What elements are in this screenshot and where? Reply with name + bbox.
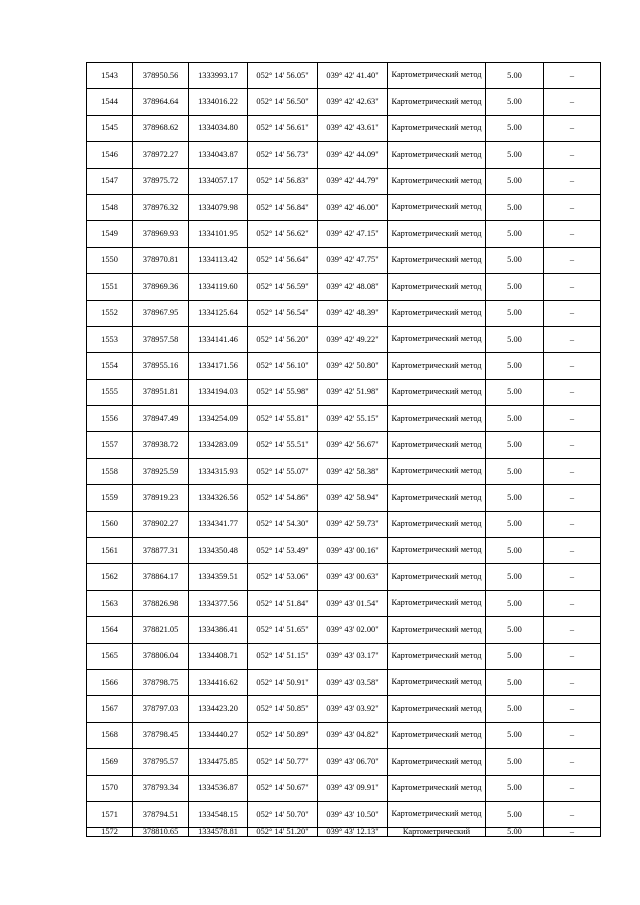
coord-x-cell: 378826.98 <box>133 590 189 616</box>
accuracy-cell: 5.00 <box>486 643 544 669</box>
longitude-cell: 039° 42' 44.79" <box>318 168 388 194</box>
note-cell: – <box>544 432 601 458</box>
method-cell: Картометрический метод <box>388 749 486 775</box>
method-cell: Картометрический метод <box>388 115 486 141</box>
table-row <box>87 458 601 484</box>
table-row <box>87 669 601 695</box>
latitude-cell: 052° 14' 50.67" <box>248 775 318 801</box>
table-row <box>87 326 601 352</box>
coord-x-cell: 378976.32 <box>133 194 189 220</box>
method-cell: Картометрический метод <box>388 511 486 537</box>
point-number-cell: 1550 <box>87 247 133 273</box>
coord-y-cell: 1334475.85 <box>189 749 248 775</box>
note-cell: – <box>544 168 601 194</box>
longitude-cell: 039° 42' 46.00" <box>318 194 388 220</box>
longitude-cell: 039° 42' 44.09" <box>318 142 388 168</box>
coord-x-cell: 378951.81 <box>133 379 189 405</box>
table-row <box>87 485 601 511</box>
longitude-cell: 039° 43' 00.63" <box>318 564 388 590</box>
coord-y-cell: 1334377.56 <box>189 590 248 616</box>
coord-y-cell: 1334326.56 <box>189 485 248 511</box>
latitude-cell: 052° 14' 56.10" <box>248 353 318 379</box>
latitude-cell: 052° 14' 51.65" <box>248 617 318 643</box>
longitude-cell: 039° 42' 55.15" <box>318 406 388 432</box>
longitude-cell: 039° 42' 48.08" <box>318 274 388 300</box>
table-row <box>87 63 601 89</box>
point-number-cell: 1568 <box>87 722 133 748</box>
longitude-cell: 039° 43' 00.16" <box>318 538 388 564</box>
table-row <box>87 379 601 405</box>
accuracy-cell: 5.00 <box>486 828 544 837</box>
point-number-cell: 1556 <box>87 406 133 432</box>
accuracy-cell: 5.00 <box>486 274 544 300</box>
note-cell: – <box>544 115 601 141</box>
table-row <box>87 142 601 168</box>
note-cell: – <box>544 326 601 352</box>
note-cell: – <box>544 538 601 564</box>
point-number-cell: 1544 <box>87 89 133 115</box>
accuracy-cell: 5.00 <box>486 669 544 695</box>
table-row <box>87 406 601 432</box>
coord-x-cell: 378957.58 <box>133 326 189 352</box>
latitude-cell: 052° 14' 55.81" <box>248 406 318 432</box>
table-row <box>87 511 601 537</box>
longitude-cell: 039° 42' 58.94" <box>318 485 388 511</box>
note-cell: – <box>544 775 601 801</box>
coordinates-table <box>86 62 601 837</box>
method-cell: Картометрический <box>388 828 486 837</box>
accuracy-cell: 5.00 <box>486 538 544 564</box>
latitude-cell: 052° 14' 51.15" <box>248 643 318 669</box>
coord-y-cell: 1334408.71 <box>189 643 248 669</box>
point-number-cell: 1572 <box>87 828 133 837</box>
coord-y-cell: 1334079.98 <box>189 194 248 220</box>
coord-y-cell: 1334423.20 <box>189 696 248 722</box>
coord-x-cell: 378964.64 <box>133 89 189 115</box>
method-cell: Картометрический метод <box>388 274 486 300</box>
longitude-cell: 039° 42' 42.63" <box>318 89 388 115</box>
method-cell: Картометрический метод <box>388 590 486 616</box>
coord-y-cell: 1334101.95 <box>189 221 248 247</box>
accuracy-cell: 5.00 <box>486 775 544 801</box>
note-cell: – <box>544 194 601 220</box>
accuracy-cell: 5.00 <box>486 617 544 643</box>
coord-x-cell: 378968.62 <box>133 115 189 141</box>
coord-y-cell: 1334119.60 <box>189 274 248 300</box>
coord-x-cell: 378821.05 <box>133 617 189 643</box>
coord-y-cell: 1334440.27 <box>189 722 248 748</box>
longitude-cell: 039° 42' 49.22" <box>318 326 388 352</box>
coord-x-cell: 378794.51 <box>133 801 189 827</box>
coordinates-table-body <box>87 63 601 837</box>
table-row <box>87 828 601 837</box>
note-cell: – <box>544 617 601 643</box>
point-number-cell: 1560 <box>87 511 133 537</box>
coord-x-cell: 378797.03 <box>133 696 189 722</box>
point-number-cell: 1564 <box>87 617 133 643</box>
note-cell: – <box>544 142 601 168</box>
longitude-cell: 039° 43' 12.13" <box>318 828 388 837</box>
accuracy-cell: 5.00 <box>486 696 544 722</box>
latitude-cell: 052° 14' 56.20" <box>248 326 318 352</box>
table-row <box>87 775 601 801</box>
longitude-cell: 039° 43' 06.70" <box>318 749 388 775</box>
point-number-cell: 1546 <box>87 142 133 168</box>
latitude-cell: 052° 14' 50.77" <box>248 749 318 775</box>
coord-y-cell: 1334350.48 <box>189 538 248 564</box>
coord-x-cell: 378975.72 <box>133 168 189 194</box>
table-row <box>87 194 601 220</box>
table-row <box>87 617 601 643</box>
table-row <box>87 749 601 775</box>
longitude-cell: 039° 43' 03.92" <box>318 696 388 722</box>
accuracy-cell: 5.00 <box>486 115 544 141</box>
accuracy-cell: 5.00 <box>486 247 544 273</box>
coord-y-cell: 1334536.87 <box>189 775 248 801</box>
coord-x-cell: 378972.27 <box>133 142 189 168</box>
coord-y-cell: 1334359.51 <box>189 564 248 590</box>
note-cell: – <box>544 590 601 616</box>
longitude-cell: 039° 42' 58.38" <box>318 458 388 484</box>
method-cell: Картометрический метод <box>388 432 486 458</box>
latitude-cell: 052° 14' 56.50" <box>248 89 318 115</box>
accuracy-cell: 5.00 <box>486 432 544 458</box>
longitude-cell: 039° 43' 03.58" <box>318 669 388 695</box>
method-cell: Картометрический метод <box>388 63 486 89</box>
table-row <box>87 801 601 827</box>
accuracy-cell: 5.00 <box>486 89 544 115</box>
method-cell: Картометрический метод <box>388 617 486 643</box>
accuracy-cell: 5.00 <box>486 63 544 89</box>
coord-y-cell: 1334141.46 <box>189 326 248 352</box>
note-cell: – <box>544 749 601 775</box>
note-cell: – <box>544 221 601 247</box>
coord-y-cell: 1334548.15 <box>189 801 248 827</box>
point-number-cell: 1552 <box>87 300 133 326</box>
note-cell: – <box>544 379 601 405</box>
coord-x-cell: 378969.93 <box>133 221 189 247</box>
method-cell: Картометрический метод <box>388 221 486 247</box>
longitude-cell: 039° 42' 59.73" <box>318 511 388 537</box>
longitude-cell: 039° 43' 04.82" <box>318 722 388 748</box>
latitude-cell: 052° 14' 50.85" <box>248 696 318 722</box>
coord-x-cell: 378950.56 <box>133 63 189 89</box>
longitude-cell: 039° 42' 47.75" <box>318 247 388 273</box>
table-row <box>87 564 601 590</box>
table-row <box>87 432 601 458</box>
accuracy-cell: 5.00 <box>486 511 544 537</box>
accuracy-cell: 5.00 <box>486 564 544 590</box>
coord-x-cell: 378877.31 <box>133 538 189 564</box>
point-number-cell: 1555 <box>87 379 133 405</box>
note-cell: – <box>544 274 601 300</box>
coord-x-cell: 378810.65 <box>133 828 189 837</box>
point-number-cell: 1551 <box>87 274 133 300</box>
note-cell: – <box>544 406 601 432</box>
longitude-cell: 039° 43' 01.54" <box>318 590 388 616</box>
coord-x-cell: 378798.75 <box>133 669 189 695</box>
coord-y-cell: 1334171.56 <box>189 353 248 379</box>
latitude-cell: 052° 14' 51.84" <box>248 590 318 616</box>
coord-y-cell: 1334113.42 <box>189 247 248 273</box>
note-cell: – <box>544 353 601 379</box>
coord-y-cell: 1334057.17 <box>189 168 248 194</box>
latitude-cell: 052° 14' 50.89" <box>248 722 318 748</box>
coord-y-cell: 1333993.17 <box>189 63 248 89</box>
table-row <box>87 590 601 616</box>
table-row <box>87 274 601 300</box>
point-number-cell: 1569 <box>87 749 133 775</box>
point-number-cell: 1558 <box>87 458 133 484</box>
note-cell: – <box>544 643 601 669</box>
point-number-cell: 1548 <box>87 194 133 220</box>
method-cell: Картометрический метод <box>388 669 486 695</box>
longitude-cell: 039° 42' 41.40" <box>318 63 388 89</box>
method-cell: Картометрический метод <box>388 300 486 326</box>
latitude-cell: 052° 14' 55.07" <box>248 458 318 484</box>
note-cell: – <box>544 485 601 511</box>
method-cell: Картометрический метод <box>388 538 486 564</box>
latitude-cell: 052° 14' 56.62" <box>248 221 318 247</box>
latitude-cell: 052° 14' 56.54" <box>248 300 318 326</box>
longitude-cell: 039° 42' 50.80" <box>318 353 388 379</box>
method-cell: Картометрический метод <box>388 458 486 484</box>
latitude-cell: 052° 14' 56.05" <box>248 63 318 89</box>
coord-x-cell: 378793.34 <box>133 775 189 801</box>
latitude-cell: 052° 14' 50.70" <box>248 801 318 827</box>
coord-x-cell: 378970.81 <box>133 247 189 273</box>
method-cell: Картометрический метод <box>388 406 486 432</box>
accuracy-cell: 5.00 <box>486 722 544 748</box>
table-row <box>87 538 601 564</box>
note-cell: – <box>544 458 601 484</box>
accuracy-cell: 5.00 <box>486 801 544 827</box>
coord-y-cell: 1334194.03 <box>189 379 248 405</box>
longitude-cell: 039° 43' 10.50" <box>318 801 388 827</box>
latitude-cell: 052° 14' 56.84" <box>248 194 318 220</box>
point-number-cell: 1565 <box>87 643 133 669</box>
latitude-cell: 052° 14' 56.61" <box>248 115 318 141</box>
coord-y-cell: 1334254.09 <box>189 406 248 432</box>
note-cell: – <box>544 247 601 273</box>
latitude-cell: 052° 14' 56.64" <box>248 247 318 273</box>
point-number-cell: 1543 <box>87 63 133 89</box>
coord-y-cell: 1334386.41 <box>189 617 248 643</box>
point-number-cell: 1567 <box>87 696 133 722</box>
table-row <box>87 115 601 141</box>
table-row <box>87 643 601 669</box>
point-number-cell: 1557 <box>87 432 133 458</box>
coord-x-cell: 378902.27 <box>133 511 189 537</box>
accuracy-cell: 5.00 <box>486 300 544 326</box>
method-cell: Картометрический метод <box>388 722 486 748</box>
point-number-cell: 1561 <box>87 538 133 564</box>
method-cell: Картометрический метод <box>388 643 486 669</box>
latitude-cell: 052° 14' 55.51" <box>248 432 318 458</box>
longitude-cell: 039° 43' 02.00" <box>318 617 388 643</box>
longitude-cell: 039° 43' 09.91" <box>318 775 388 801</box>
coord-y-cell: 1334016.22 <box>189 89 248 115</box>
method-cell: Картометрический метод <box>388 775 486 801</box>
method-cell: Картометрический метод <box>388 353 486 379</box>
table-row <box>87 696 601 722</box>
accuracy-cell: 5.00 <box>486 406 544 432</box>
point-number-cell: 1571 <box>87 801 133 827</box>
coord-x-cell: 378967.95 <box>133 300 189 326</box>
coord-x-cell: 378806.04 <box>133 643 189 669</box>
coord-x-cell: 378947.49 <box>133 406 189 432</box>
note-cell: – <box>544 722 601 748</box>
latitude-cell: 052° 14' 53.06" <box>248 564 318 590</box>
coord-y-cell: 1334043.87 <box>189 142 248 168</box>
note-cell: – <box>544 89 601 115</box>
accuracy-cell: 5.00 <box>486 485 544 511</box>
table-row <box>87 221 601 247</box>
accuracy-cell: 5.00 <box>486 379 544 405</box>
accuracy-cell: 5.00 <box>486 221 544 247</box>
coord-x-cell: 378955.16 <box>133 353 189 379</box>
point-number-cell: 1566 <box>87 669 133 695</box>
coord-y-cell: 1334578.81 <box>189 828 248 837</box>
coord-y-cell: 1334315.93 <box>189 458 248 484</box>
point-number-cell: 1562 <box>87 564 133 590</box>
accuracy-cell: 5.00 <box>486 458 544 484</box>
latitude-cell: 052° 14' 54.86" <box>248 485 318 511</box>
method-cell: Картометрический метод <box>388 564 486 590</box>
note-cell: – <box>544 564 601 590</box>
method-cell: Картометрический метод <box>388 801 486 827</box>
accuracy-cell: 5.00 <box>486 326 544 352</box>
latitude-cell: 052° 14' 56.59" <box>248 274 318 300</box>
longitude-cell: 039° 43' 03.17" <box>318 643 388 669</box>
longitude-cell: 039° 42' 51.98" <box>318 379 388 405</box>
coord-y-cell: 1334283.09 <box>189 432 248 458</box>
coord-y-cell: 1334416.62 <box>189 669 248 695</box>
method-cell: Картометрический метод <box>388 326 486 352</box>
point-number-cell: 1554 <box>87 353 133 379</box>
longitude-cell: 039° 42' 43.61" <box>318 115 388 141</box>
point-number-cell: 1553 <box>87 326 133 352</box>
longitude-cell: 039° 42' 56.67" <box>318 432 388 458</box>
latitude-cell: 052° 14' 56.73" <box>248 142 318 168</box>
coord-y-cell: 1334341.77 <box>189 511 248 537</box>
coord-x-cell: 378795.57 <box>133 749 189 775</box>
coord-x-cell: 378925.59 <box>133 458 189 484</box>
note-cell: – <box>544 828 601 837</box>
table-row <box>87 89 601 115</box>
method-cell: Картометрический метод <box>388 379 486 405</box>
table-row <box>87 353 601 379</box>
table-row <box>87 300 601 326</box>
coord-x-cell: 378938.72 <box>133 432 189 458</box>
latitude-cell: 052° 14' 53.49" <box>248 538 318 564</box>
coord-x-cell: 378798.45 <box>133 722 189 748</box>
accuracy-cell: 5.00 <box>486 194 544 220</box>
point-number-cell: 1570 <box>87 775 133 801</box>
point-number-cell: 1549 <box>87 221 133 247</box>
table-row <box>87 247 601 273</box>
table-row <box>87 168 601 194</box>
point-number-cell: 1559 <box>87 485 133 511</box>
longitude-cell: 039° 42' 48.39" <box>318 300 388 326</box>
method-cell: Картометрический метод <box>388 89 486 115</box>
note-cell: – <box>544 511 601 537</box>
coord-y-cell: 1334125.64 <box>189 300 248 326</box>
method-cell: Картометрический метод <box>388 142 486 168</box>
accuracy-cell: 5.00 <box>486 590 544 616</box>
latitude-cell: 052° 14' 56.83" <box>248 168 318 194</box>
accuracy-cell: 5.00 <box>486 353 544 379</box>
coord-y-cell: 1334034.80 <box>189 115 248 141</box>
method-cell: Картометрический метод <box>388 485 486 511</box>
accuracy-cell: 5.00 <box>486 749 544 775</box>
latitude-cell: 052° 14' 50.91" <box>248 669 318 695</box>
table-row <box>87 722 601 748</box>
coord-x-cell: 378969.36 <box>133 274 189 300</box>
method-cell: Картометрический метод <box>388 168 486 194</box>
coord-x-cell: 378864.17 <box>133 564 189 590</box>
accuracy-cell: 5.00 <box>486 168 544 194</box>
method-cell: Картометрический метод <box>388 194 486 220</box>
note-cell: – <box>544 696 601 722</box>
note-cell: – <box>544 300 601 326</box>
note-cell: – <box>544 669 601 695</box>
coord-x-cell: 378919.23 <box>133 485 189 511</box>
note-cell: – <box>544 63 601 89</box>
point-number-cell: 1563 <box>87 590 133 616</box>
method-cell: Картометрический метод <box>388 247 486 273</box>
point-number-cell: 1547 <box>87 168 133 194</box>
longitude-cell: 039° 42' 47.15" <box>318 221 388 247</box>
accuracy-cell: 5.00 <box>486 142 544 168</box>
point-number-cell: 1545 <box>87 115 133 141</box>
note-cell: – <box>544 801 601 827</box>
latitude-cell: 052° 14' 55.98" <box>248 379 318 405</box>
method-cell: Картометрический метод <box>388 696 486 722</box>
latitude-cell: 052° 14' 51.20" <box>248 828 318 837</box>
latitude-cell: 052° 14' 54.30" <box>248 511 318 537</box>
